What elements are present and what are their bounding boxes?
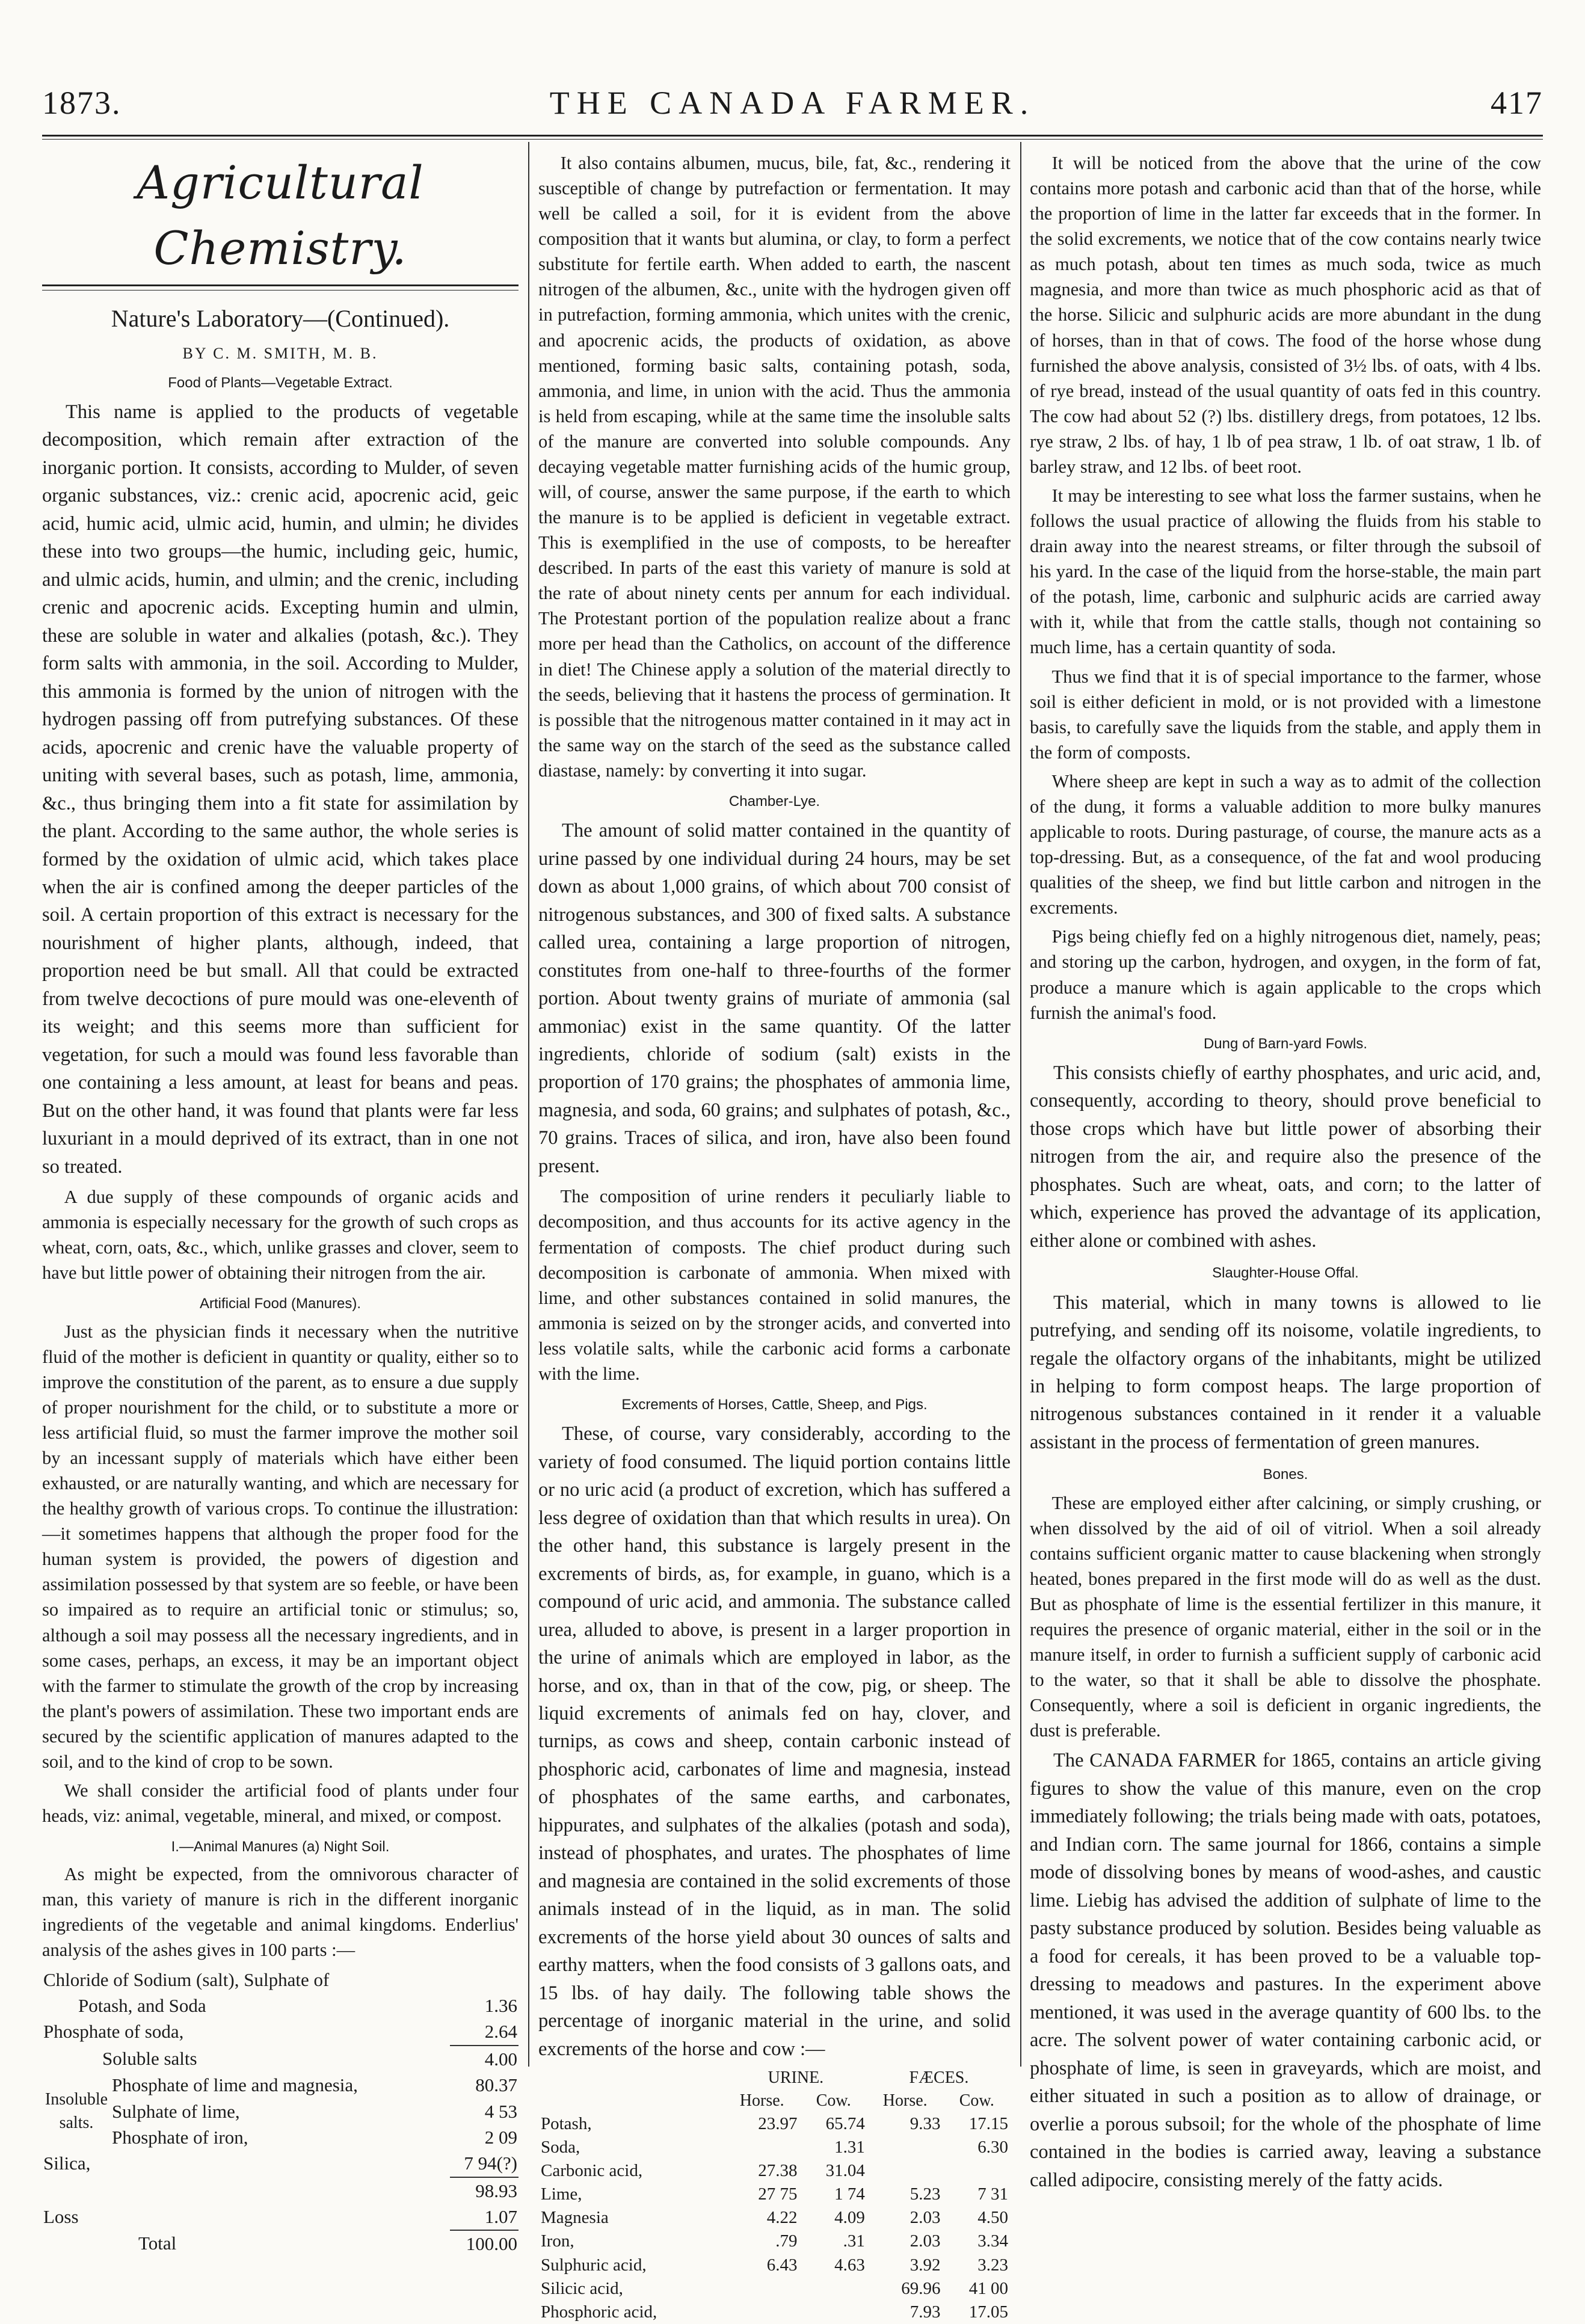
cell-value: 1.31 [834, 2137, 865, 2157]
cell-value: 69.96 [901, 2278, 941, 2298]
cell-value: 2.03 [909, 2208, 941, 2228]
paragraph: It will be noticed from the above that the urine of the cow contains more potash and carbonic acid than that of the horse, while the proportion of lime in the latter far exceeds that in the former. In the solid excrements, we notice that of the cow contains nearly twice as much potash, about ten times as much soda, twice as much magnesia, and more than twice as much phosphoric acid as that of the horse. Silicic and sulphuric acids are more abundant in the dung of horses, than in that of cows. The food of the horse whose dung furnished the above analysis, consisted of 3½ lbs. of oats, with 4 lbs. of rye bread, instead of the usual quantity of oats fed in this country. The cow had about 52 (?) lbs. distillery dregs, from potatoes, 12 lbs. rye straw, 2 lbs. of hay, 1 lb of pea straw, 1 lb. of oat straw, 1 lb. of barley straw, and 12 lbs. of beet root. [1030, 153, 1541, 477]
heading-excrements: Excrements of Horses, Cattle, Sheep, and Pigs. [621, 1396, 928, 1413]
column-3 [1030, 150, 1541, 2191]
cell-value: 9.33 [909, 2113, 941, 2133]
cell-value: 4.50 [977, 2208, 1008, 2228]
paragraph: These are employed either after calcining, or simply crushing, or when dissolved by the aid of oil of vitriol. When a soil already contains sufficient organic matter to cause blackening when strongly heated, bones prepared in the first mode will do as well as the dust. But as phosphate of lime is the essential fertilizer in this manure, it requires the presence of organic material, either in the soil or in the manure itself, in order to furnish a sufficient supply of carbonic acid to the water, so that it shall be able to dissolve the phosphate. Consequently, where a soil is deficient in organic ingredients, the dust is preferable. [1030, 1492, 1541, 1741]
ash-analysis-table [42, 1967, 519, 2257]
table-row: Chloride of Sodium (salt), Sulphate of [43, 1969, 330, 1990]
cell-value: 5.23 [909, 2184, 941, 2204]
paragraph: This material, which in many towns is allowed to lie putrefying, and sending off its noisome, volatile ingredients, to regale the olfactory organs of the inhabitants, might be utilized in helping to form compost heaps. The large proportion of nitrogenous substances contained in it render it a valuable assistant in the process of fermentation of green manures. [1030, 1291, 1541, 1453]
table-row [538, 2230, 1011, 2253]
cell-value: 41 00 [968, 2278, 1008, 2298]
heading-fowls: Dung of Barn-yard Fowls. [1203, 1035, 1368, 1052]
cell-value [724, 2301, 800, 2324]
cell-value: 23.97 [758, 2113, 798, 2133]
article-title: Nature's Laboratory—(Continued). [111, 305, 450, 333]
paragraph: Pigs being chiefly fed on a highly nitrogenous diet, namely, peas; and storing up the carbon, hydrogen, and oxygen, in the form of fat, produce a manure which is again applicable to the crops which furnish the animal's food. [1030, 926, 1541, 1023]
cell-value: 4.63 [834, 2255, 865, 2275]
table-row [538, 2206, 1011, 2230]
heading-slaughter: Slaughter-House Offal. [1212, 1265, 1359, 1282]
cell-value: 7.93 [909, 2302, 941, 2322]
cell-value: 6.43 [766, 2255, 798, 2275]
cell-value [800, 2301, 867, 2324]
cell-value [867, 2159, 943, 2183]
column-divider-2 [1020, 142, 1021, 2067]
paragraph: These, of course, vary considerably, according to the variety of food consumed. The liquid portion contains little or no uric acid (a product of excretion, which has suffered a less degree of oxidation than that which results in urea). On the other hand, this substance is largely present in the excrements of birds, as, for example, in guano, which is a compound of uric acid, and ammonia. The substance called urea, alluded to above, is present in a larger proportion in the urine of animals which are employed in labor, as the horse, and ox, than in that of the cow, pig, or sheep. The liquid excrements of animals fed on hay, clover, and turnips, as cows and sheep, contain carbonic instead of phosphoric acid, carbonates of lime and magnesia, instead of phosphates of the same earths, and carbonates, hippurates, and sulphates of the alkalies (potash and soda), instead of phosphates, and urates. The phosphates of lime and magnesia are contained in the solid excrements of those animals instead of in the liquid, as in man. The solid excrements of the horse yield about 30 ounces of salts and earthy matters, when the food consists of 3 gallons oats, and 15 lbs. of hay daily. The following table shows the percentage of inorganic material in the urine, and solid excrements of the horse and cow :— [538, 1423, 1011, 2060]
table-header-row [538, 2067, 1011, 2089]
heading-food-of-plants: Food of Plants—Vegetable Extract. [168, 374, 393, 391]
cell-value: 3.92 [909, 2255, 941, 2275]
table-row: Insoluble salts. Phosphate of lime and magnesia, 80.37 [45, 2074, 517, 2133]
cell-value: 27.38 [758, 2160, 798, 2180]
paragraph: The CANADA FARMER for 1865, contains an article giving figures to show the value of this manure, even on the crop immediately following; the trials being made with oats, potatoes, and Indian corn. The same journal for 1866, contains a simple mode of dissolving bones by means of wood-ashes, and caustic lime. Liebig has advised the addition of sulphate of lime to the pasty substance produced by solution. Besides being valuable as a food for cereals, it has been proved to be a valuable top-dressing to meadows and pastures. In the experiment above mentioned, it was used in the average quantity of 600 lbs. to the acre. The solvent power of water containing carbonic acid, or phosphate of lime, is seen in graveyards, which are moist, and either situated in such a position as to allow of drainage, or overlie a porous subsoil; for the whole of the phosphate of lime contained in the bodies is carried away, leaving a substance called adipocire, consisting merely of the fatty acids. [1030, 1750, 1541, 2191]
row-label: Iron, [541, 2231, 574, 2251]
table-row: Silica, 7 94(?) [43, 2153, 517, 2174]
table-row: Sulphate of lime, 4 53 [112, 2100, 517, 2122]
header-year: 1873. [42, 85, 122, 121]
row-label: Lime, [541, 2184, 582, 2204]
paragraph: Just as the physician finds it necessary when the nutritive fluid of the mother is deficient in quantity or quality, either so to improve the constitution of the parent, as to ensure a due supply of proper nourishment for the child, or to substitute a more or less artificial fluid, so must the farmer improve the mother soil by an incessant supply of materials which have either been exhausted, or are naturally wanting, and which are necessary for the healthy growth of various crops. To continue the illustration:—it sometimes happens that although the proper food for the human system is provided, the powers of digestion and assimilation possessed by that system are so feeble, or have been so impaired as to require an artificial tonic or stimulus; so, although a soil may possess all the necessary ingredients, and in some cases, perhaps, an excess, it may be an important object with the farmer to stimulate the growth of the crop by increasing the plant's powers of assimilation. These two important ends are secured by the scientific application of manures adapted to the soil, and to the kind of crop to be sown. [42, 1321, 519, 1772]
cell-value: 17.05 [968, 2302, 1008, 2322]
paragraph: The amount of solid matter contained in the quantity of urine passed by one individual during 24 hours, may be set down as about 1,000 grains, of which about 700 consist of nitrogenous substances, and 300 of fixed salts. A substance called urea, containing a large proportion of nitrogen, constitutes from one-half to three-fourths of the former portion. About twenty grains of muriate of ammonia (sal ammoniac) exist in the same quantity. Of the latter ingredients, chloride of sodium (salt) exists in the proportion of 170 grains; the phosphates of ammonia lime, magnesia, and soda, 60 grains; and sulphates of potash, &c., 70 grains. Traces of silica, and iron, have also been found present. [538, 820, 1011, 1177]
paragraph: The composition of urine renders it peculiarly liable to decomposition, and thus accounts for its active agency in the fermentation of composts. The chief product during such decomposition is carbonate of ammonia. When mixed with lime, and other substances contained in solid manures, the ammonia is seized on by the stronger acids, and converted into less volatile salts, while the carbonic acid forms a carbonate with the lime. [538, 1186, 1011, 1384]
cell-value: 4.09 [834, 2208, 865, 2228]
row-label: Carbonic acid, [541, 2160, 643, 2180]
paragraph: Thus we find that it is of special importance to the farmer, whose soil is either deficient in mold, or is not provided with a limestone basis, to carefully save the liquids from the stable, and apply them in the form of composts. [1030, 666, 1541, 763]
paragraph: It also contains albumen, mucus, bile, fat, &c., rendering it susceptible of change by putrefaction or fermentation. It may well be called a soil, for it is evident from the above composition that it wants but alumina, or clay, to form a perfect substitute for fertile earth. When added to earth, the nascent nitrogen of the albumen, &c., unite with the hydrogen given off in putrefaction, forming ammonia, which unites with the crenic, and apocrenic acids, the products of oxidation, as above mentioned, forming basic salts, containing potash, soda, ammonia, and lime, in union with the acid. Thus the ammonia is held from escaping, while at the same time the insoluble salts of the manure are converted into soluble compounds. Any decaying vegetable matter furnishing acids of the humic group, will, of course, answer the same purpose, if the earth to which the manure is to be applied is deficient in vegetable extract. This is exemplified in the use of composts, to be hereafter described. In parts of the east this variety of manure is sold at the rate of about ninety cents per annum for each individual. The Protestant portion of the population realize about a franc more per head than the Catholics, on account of the difference in diet! The Chinese apply a solution of the material directly to the seeds, believing that it hastens the process of germination. It is possible that the nitrogenous matter contained in it may act in the same way on the starch of the seed as the substance called diastase, namely: by converting it into sugar. [538, 153, 1011, 781]
cell-value: 6.30 [977, 2137, 1008, 2157]
urine-faeces-table [538, 2067, 1011, 2324]
paragraph: It may be interesting to see what loss the farmer sustains, when he follows the usual practice of allowing the fluids from his stable to drain away into the nearest streams, or filter through the subsoil of his yard. In the case of the liquid from the horse-stable, the main part of the potash, lime, carbonic and sulphuric acids are carried away with it, while that from the cattle stalls, though not containing so much lime, has a certain quantity of soda. [1030, 485, 1541, 658]
table-row [538, 2159, 1011, 2183]
page-header [42, 84, 1543, 132]
table-row: Phosphate of iron, 2 09 [112, 2126, 517, 2148]
paragraph: We shall consider the artificial food of plants under four heads, viz: animal, vegetable, mineral, and mixed, or compost. [42, 1780, 519, 1827]
cell-value [943, 2159, 1011, 2183]
row-label: Soda, [541, 2137, 580, 2157]
cell-value [724, 2277, 800, 2301]
paragraph: This consists chiefly of earthy phosphates, and uric acid, and, consequently, according to theory, should prove beneficial to those crops which have but little power of absorbing their nitrogen from the air, and require also the presence of the phosphates. Such are wheat, oats, and corn; to the latter of which, experience has proved the advantage of its application, either alone or combined with ashes. [1030, 1062, 1541, 1252]
table-row: Potash, and Soda 1.36 [78, 1994, 517, 2016]
row-label: Magnesia [541, 2208, 609, 2228]
table-row [538, 2254, 1011, 2277]
table-header-row: Horse. Cow. Horse. Cow. [739, 2091, 994, 2110]
column-2 [538, 150, 1011, 2322]
header-urine: URINE. [768, 2068, 824, 2088]
table-row: Phosphate of soda, 2.64 [43, 2021, 517, 2043]
header-faeces: FÆCES. [909, 2068, 969, 2088]
row-label: Sulphuric acid, [541, 2255, 647, 2275]
cell-value: 3.34 [977, 2231, 1008, 2251]
heading-chamber-lye: Chamber-Lye. [728, 793, 820, 810]
column-1 [42, 150, 519, 2255]
paragraph: This name is applied to the products of vegetable decomposition, which remain after extraction of the inorganic portion. It consists, according to Mulder, of seven organic substances, viz.: crenic acid, apocrenic acid, geic acid, humic acid, ulmic acid, humin, and ulmin; he divides these into two groups—the humic, including geic, humic, and ulmic acids, humin, and ulmin; and the crenic, including crenic and apocrenic acids. Excepting humin and ulmin, these are soluble in water and alkalies (potash, &c.). They form salts with ammonia, in the soil. According to Mulder, this ammonia is formed by the union of nitrogen with the hydrogen passing off from putrefying substances. Of these acids, apocrenic and crenic have the valuable property of uniting with several bases, such as potash, lime, ammonia, &c., thus bringing them into a fit state for assimilation by the plant. According to the same author, the whole series is formed by the oxidation of ulmic acid, which takes place when the air is confined among the deeper particles of the soil. A certain proportion of this extract is necessary for the nourishment of higher plants, although, indeed, that proportion need be but small. All that could be extracted from twelve decoctions of pure mould was one-eleventh of its weight; and this seems more than sufficient for vegetation, for such a mould was found less favorable than one containing a less amount, at least for beans and peas. But on the other hand, it was found that plants were far less luxuriant in a mould deprived of its extract, than in one not so treated. [42, 401, 519, 1178]
row-label: Phosphoric acid, [541, 2302, 657, 2322]
cell-value [724, 2136, 800, 2159]
header-rule [42, 135, 1543, 137]
cell-value: 2.03 [909, 2231, 941, 2251]
heading-artificial-food: Artificial Food (Manures). [199, 1296, 362, 1312]
header-title: THE CANADA FARMER. [549, 85, 1036, 121]
table-row: Total 100.00 [42, 2230, 519, 2257]
cell-value: 31.04 [825, 2160, 865, 2180]
cell-value: .31 [843, 2231, 865, 2251]
column-divider-1 [528, 142, 529, 2067]
cell-value [867, 2136, 943, 2159]
cell-value: 3.23 [977, 2255, 1008, 2275]
row-label: Potash, [541, 2113, 592, 2133]
table-row: Loss 1.07 [43, 2206, 517, 2228]
paragraph: Where sheep are kept in such a way as to admit of the collection of the dung, it forms a valuable addition to more bulky manures applicable to roots. During pasturage, of course, the manure acts as a top-dressing. But, as a consequence, of the fat and wool producing qualities of the sheep, we find but little carbon and nitrogen in the excrements. [1030, 770, 1541, 918]
cell-value: 17.15 [968, 2113, 1008, 2133]
cell-value: .79 [775, 2231, 798, 2251]
header-page-number: 417 [1491, 85, 1543, 121]
table-row: Soluble salts 4.00 [42, 2046, 519, 2072]
row-label: Silicic acid, [541, 2278, 623, 2298]
table-row: 98.93 [42, 2177, 519, 2204]
paragraph: A due supply of these compounds of organic acids and ammonia is especially necessary for the growth of such crops as wheat, corn, oats, &c., which, unlike grasses and clover, seem to have but little power of obtaining their nitrogen from the air. [42, 1187, 519, 1283]
table-row [538, 2112, 1011, 2136]
cell-value: 1 74 [834, 2184, 865, 2204]
table-row [538, 2277, 1011, 2301]
paragraph: As might be expected, from the omnivorous character of man, this variety of manure is rich in the different inorganic ingredients of the vegetable and animal kingdoms. Enderlius' analysis of the ashes gives in 100 parts :— [42, 1864, 519, 1961]
table-row [538, 2183, 1011, 2206]
cell-value: 27 75 [758, 2184, 798, 2204]
heading-bones: Bones. [1263, 1466, 1308, 1483]
cell-value [800, 2277, 867, 2301]
cell-value: 65.74 [825, 2113, 865, 2133]
title-rule [42, 284, 519, 290]
cell-value: 7 31 [977, 2184, 1008, 2204]
header-rule-thin [42, 139, 1543, 140]
table-row [538, 2301, 1011, 2324]
section-title: Agricultural Chemistry. [137, 156, 424, 275]
heading-animal-manures: I.—Animal Manures (a) Night Soil. [171, 1839, 390, 1855]
table-row [538, 2136, 1011, 2159]
cell-value: 4.22 [766, 2208, 798, 2228]
byline: BY C. M. SMITH, M. B. [182, 344, 378, 362]
